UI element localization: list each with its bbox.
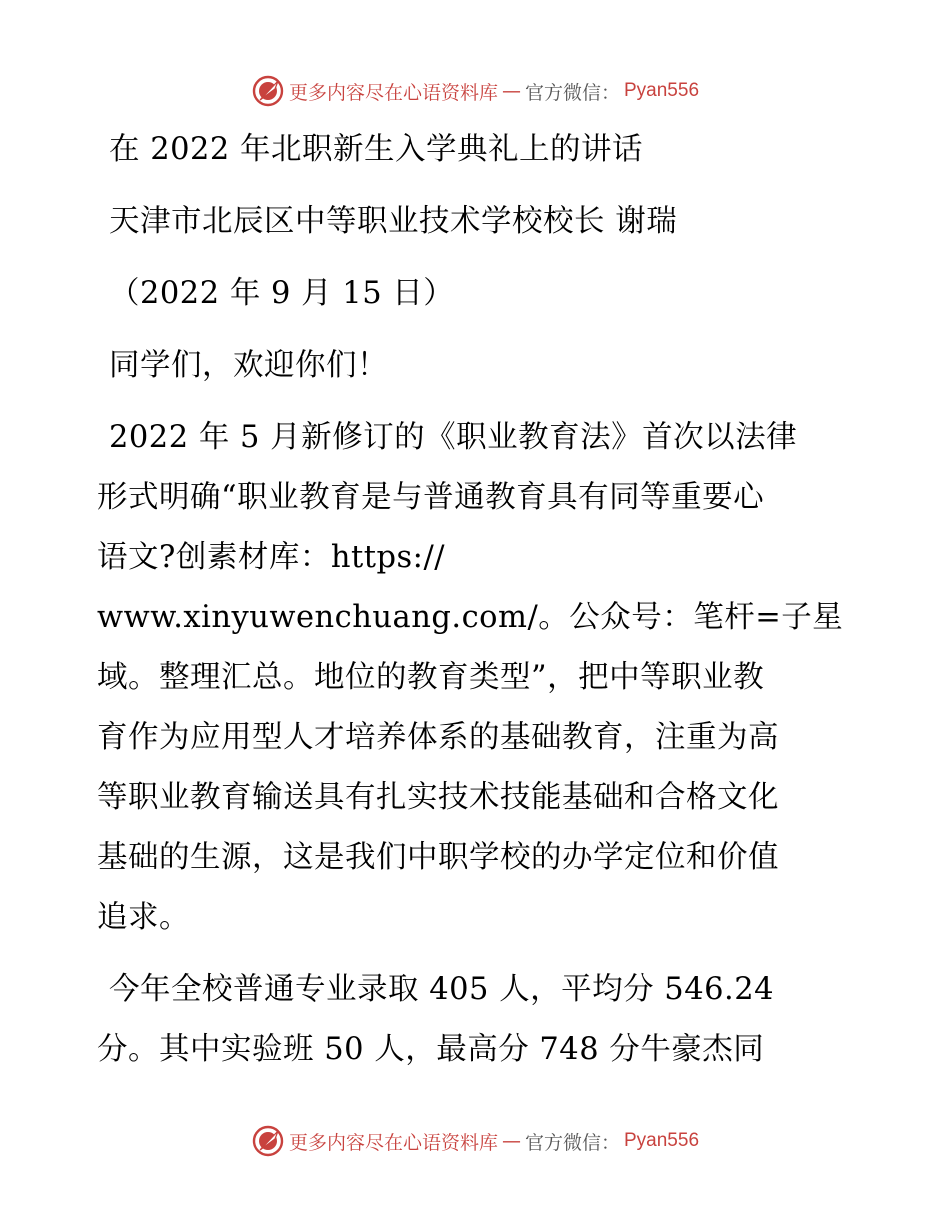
document-body xyxy=(97,120,867,1080)
paragraph-line: 分。其中实验班 50 人，最高分 748 分牛豪杰同 xyxy=(97,1032,765,1067)
paragraph-line: 追求。 xyxy=(97,900,190,935)
watermark-text: 更多内容尽在心语资料库 xyxy=(288,81,498,104)
quill-seal-icon xyxy=(251,1124,285,1158)
paragraph-line: 今年全校普通专业录取 405 人，平均分 546.24 xyxy=(109,972,775,1007)
paragraph-line: 域。整理汇总。地位的教育类型”，把中等职业教 xyxy=(97,660,765,695)
watermark-label: 官方微信： xyxy=(524,1131,620,1154)
footer-watermark xyxy=(0,1124,950,1158)
paragraph-line: 2022 年 5 月新修订的《职业教育法》首次以法律 xyxy=(109,420,798,455)
paragraph-line: 基础的生源，这是我们中职学校的办学定位和价值 xyxy=(97,840,779,875)
watermark-dash: — xyxy=(501,80,521,102)
watermark-label: 官方微信： xyxy=(524,81,620,104)
paragraph-line: 语文?创素材库：https:// xyxy=(97,540,446,575)
paragraph-line: 育作为应用型人才培养体系的基础教育，注重为高 xyxy=(97,720,779,755)
document-greeting: 同学们，欢迎你们！ xyxy=(109,348,388,383)
watermark-wechat-id: Pyan556 xyxy=(624,80,700,101)
paragraph-line: www.xinyuwenchuang.com/。公众号：笔杆=子星 xyxy=(97,600,844,635)
paragraph-line: 等职业教育输送具有扎实技术技能基础和合格文化 xyxy=(97,780,779,815)
watermark-text: 更多内容尽在心语资料库 xyxy=(288,1131,498,1154)
document-date: （2022 年 9 月 15 日） xyxy=(109,276,455,311)
document-author: 天津市北辰区中等职业技术学校校长 谢瑞 xyxy=(109,204,678,239)
quill-seal-icon xyxy=(251,74,285,108)
header-watermark xyxy=(0,74,950,108)
paragraph-line: 形式明确“职业教育是与普通教育具有同等重要心 xyxy=(97,480,765,515)
document-title: 在 2022 年北职新生入学典礼上的讲话 xyxy=(109,132,644,167)
watermark-wechat-id: Pyan556 xyxy=(624,1130,700,1151)
paragraph-1 xyxy=(97,408,867,948)
paragraph-2 xyxy=(97,960,867,1080)
watermark-dash: — xyxy=(501,1130,521,1152)
